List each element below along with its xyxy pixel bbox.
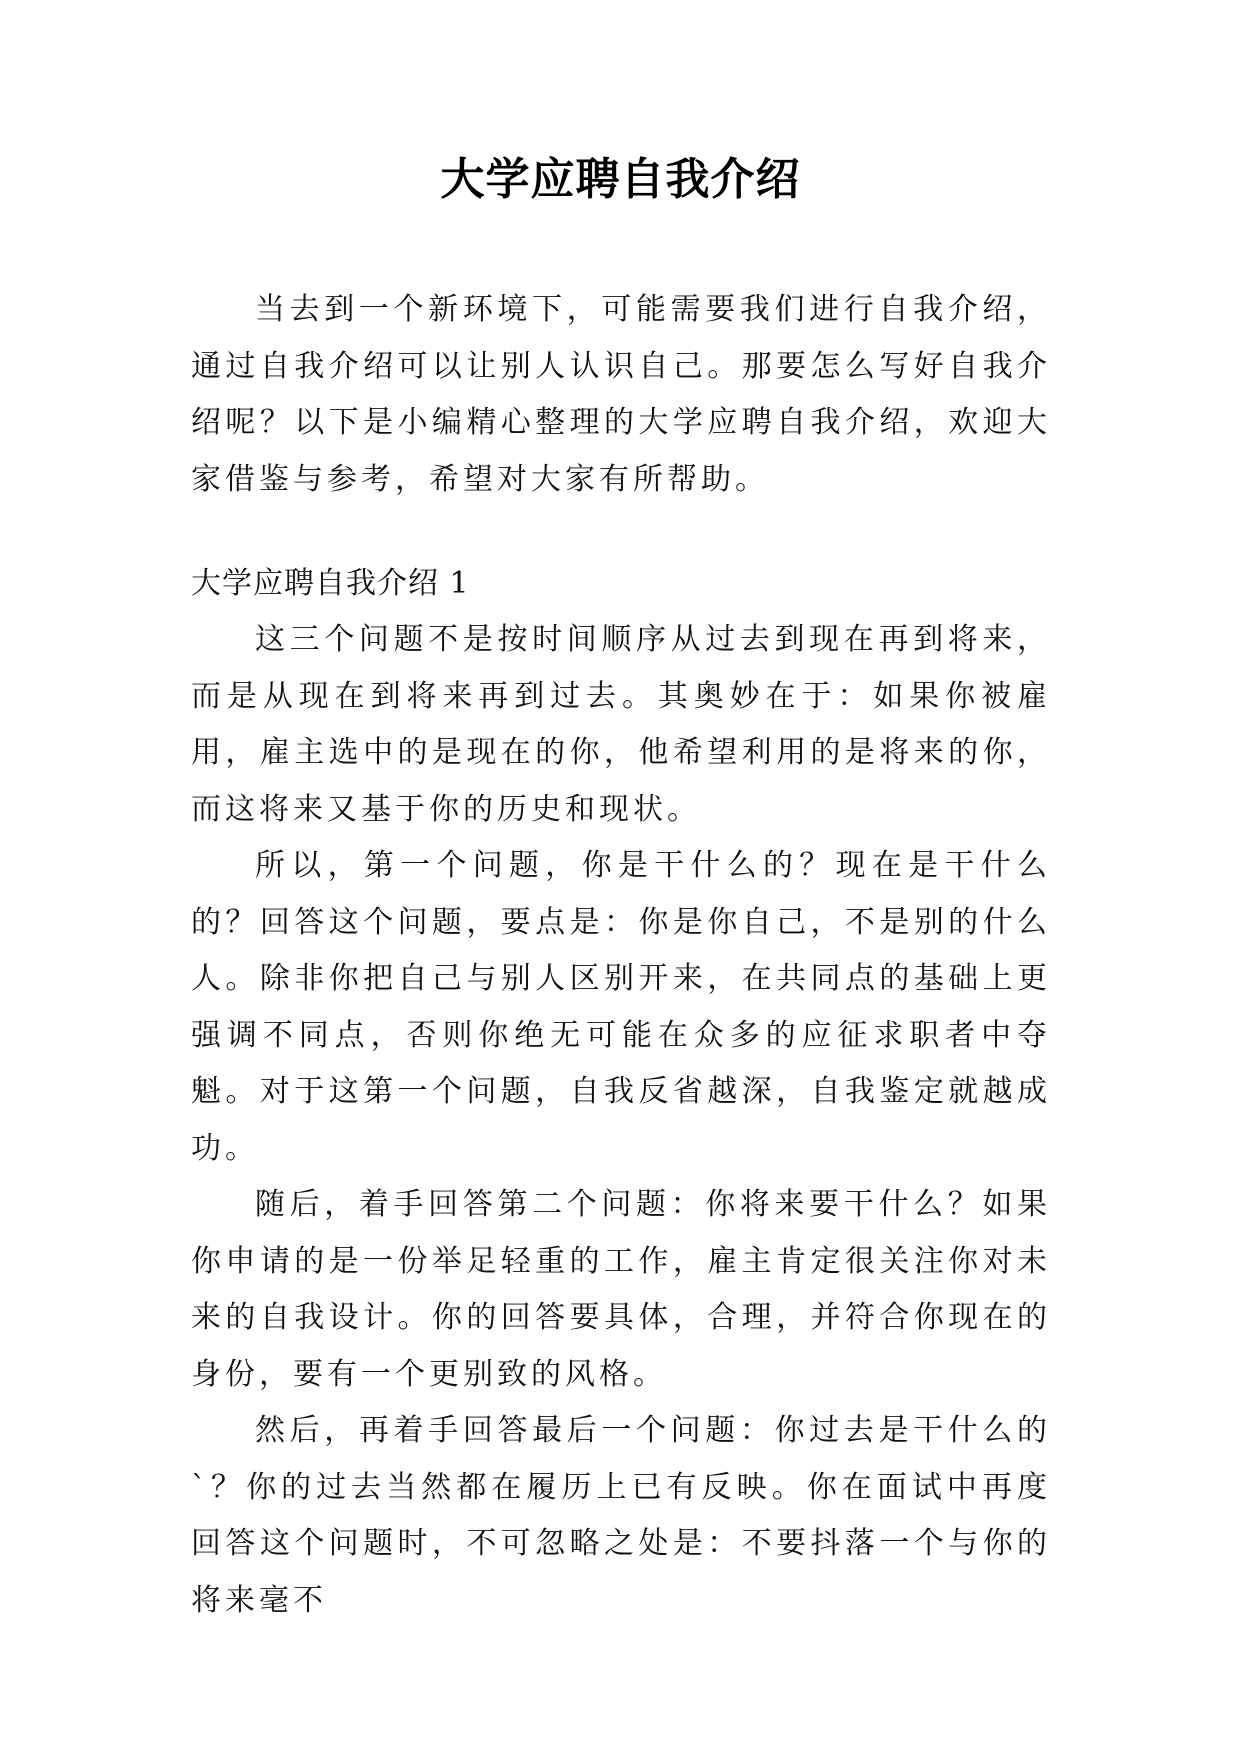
section-heading: 大学应聘自我介绍 1 <box>191 566 470 601</box>
section-spacer <box>191 508 1051 556</box>
document-title: 大学应聘自我介绍 <box>440 154 801 205</box>
body-paragraph-3: 随后，着手回答第二个问题：你将来要干什么？如果你申请的是一份举足轻重的工作，雇主肯定很关注你对未来的自我设计。你的回答要具体，合理，并符合你现在的身份，要有一个更别致的风格。 <box>191 1187 1051 1392</box>
body-paragraph-2: 所以，第一个问题，你是干什么的？现在是干什么的？回答这个问题，要点是：你是你自己，不是别的什么人。除非你把自己与别人区别开来，在共同点的基础上更强调不同点，否则你绝无可能在众多的应征求职者中夺魁。对于这第一个问题，自我反省越深，自我鉴定就越成功。 <box>191 848 1051 1166</box>
document-body <box>191 282 1051 1629</box>
body-paragraph-4: 然后，再着手回答最后一个问题：你过去是干什么的`？你的过去当然都在履历上已有反映。你在面试中再度回答这个问题时，不可忽略之处是：不要抖落一个与你的将来毫不 <box>191 1413 1051 1618</box>
body-paragraph-1: 这三个问题不是按时间顺序从过去到现在再到将来，而是从现在到将来再到过去。其奥妙在于：如果你被雇用，雇主选中的是现在的你，他希望利用的是将来的你，而这将来又基于你的历史和现状。 <box>191 622 1051 827</box>
intro-paragraph: 当去到一个新环境下，可能需要我们进行自我介绍，通过自我介绍可以让别人认识自己。那要怎么写好自我介绍呢？以下是小编精心整理的大学应聘自我介绍，欢迎大家借鉴与参考，希望对大家有所帮助。 <box>191 292 1051 497</box>
